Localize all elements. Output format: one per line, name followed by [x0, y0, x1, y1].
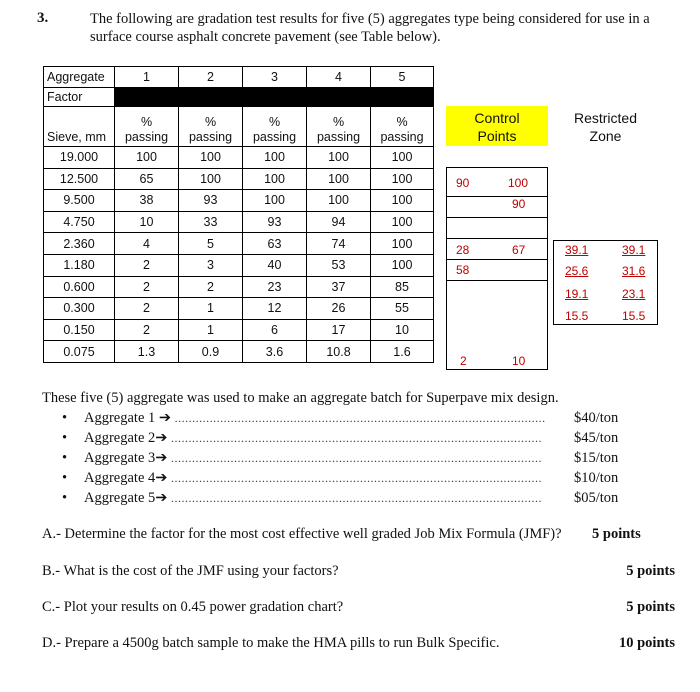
- percent-passing-cell: 3.6: [243, 341, 307, 363]
- restricted-zone-header: [553, 106, 658, 146]
- passing-label: passing: [188, 130, 233, 144]
- cp-value: 67: [512, 243, 526, 257]
- rz-value: 39.1: [622, 243, 646, 257]
- question-text: C.- Plot your results on 0.45 power gradation chart?: [42, 599, 344, 615]
- percent-passing-cell: 23: [243, 276, 307, 298]
- factor-cell: [243, 88, 307, 107]
- rz-value: 23.1: [622, 287, 646, 301]
- control-points-title: Control Points: [474, 110, 520, 144]
- passing-label: passing: [124, 130, 169, 144]
- bullet: •: [62, 470, 68, 486]
- cp-value: 28: [456, 243, 470, 257]
- question-points: 10 points: [618, 635, 675, 651]
- question-intro: The following are gradation test results for five (5) aggregates type being considered for use in a surface course asphalt concrete pavement (see Table below).: [90, 11, 650, 45]
- aggregate-number-row: [44, 67, 434, 88]
- sieve-size: 0.075: [44, 341, 115, 363]
- cp-value: 90: [456, 176, 470, 190]
- control-points-divider: [446, 259, 548, 260]
- percent-passing-cell: 3: [179, 254, 243, 276]
- factor-cell: [179, 88, 243, 107]
- percent-passing-cell: 100: [371, 147, 434, 169]
- pct-passing-header: [243, 107, 307, 147]
- percent-passing-cell: 0.9: [179, 341, 243, 363]
- control-points-divider: [446, 238, 548, 239]
- dot-leader: ..........................................................................................................: [171, 431, 543, 445]
- percent-passing-cell: 100: [115, 147, 179, 169]
- bullet: •: [62, 430, 68, 446]
- question-number: 3.: [37, 10, 49, 26]
- percent-passing-cell: 100: [371, 254, 434, 276]
- control-points-divider: [446, 280, 548, 281]
- factor-row: [44, 88, 434, 107]
- price-item: [62, 490, 562, 507]
- percent-passing-cell: 100: [243, 147, 307, 169]
- table-row: [44, 190, 434, 212]
- percent-passing-cell: 100: [371, 233, 434, 255]
- control-points-divider: [446, 217, 548, 218]
- percent-passing-cell: 100: [307, 190, 371, 212]
- pct-passing-header: [115, 107, 179, 147]
- rz-value: 31.6: [622, 264, 646, 278]
- aggregate-label: Aggregate: [44, 67, 115, 88]
- sieve-size: 2.360: [44, 233, 115, 255]
- percent-passing-cell: 53: [307, 254, 371, 276]
- aggregate-price-label: Aggregate 4➔: [84, 470, 168, 486]
- table-row: [44, 276, 434, 298]
- percent-passing-cell: 2: [115, 276, 179, 298]
- percent-passing-cell: 2: [115, 319, 179, 341]
- passing-label: passing: [380, 130, 424, 144]
- table-row: [44, 147, 434, 169]
- cp-value: 10: [512, 354, 526, 368]
- percent-passing-cell: 1: [179, 319, 243, 341]
- percent-passing-cell: 10.8: [307, 341, 371, 363]
- aggregate-price-label: Aggregate 2➔: [84, 430, 168, 446]
- rz-value: 15.5: [565, 309, 589, 323]
- pct-symbol: %: [140, 115, 153, 129]
- percent-passing-cell: 63: [243, 233, 307, 255]
- aggregate-price: $40/ton: [574, 410, 619, 426]
- header-row: [44, 107, 434, 147]
- table-row: [44, 298, 434, 320]
- aggregate-number: 2: [179, 67, 243, 88]
- restricted-zone-title: Restricted Zone: [573, 110, 638, 144]
- table-row: [44, 254, 434, 276]
- question-points: 5 points: [592, 526, 641, 542]
- aggregate-price-label: Aggregate 1 ➔: [84, 410, 172, 426]
- table-row: [44, 211, 434, 233]
- percent-passing-cell: 40: [243, 254, 307, 276]
- percent-passing-cell: 1: [179, 298, 243, 320]
- question-text: A.- Determine the factor for the most cost effective well graded Job Mix Formula (JMF)?: [42, 526, 562, 542]
- percent-passing-cell: 100: [243, 190, 307, 212]
- rz-value: 19.1: [565, 287, 589, 301]
- passing-label: passing: [252, 130, 297, 144]
- table-row: [44, 341, 434, 363]
- percent-passing-cell: 12: [243, 298, 307, 320]
- percent-passing-cell: 100: [371, 190, 434, 212]
- bullet: •: [62, 450, 68, 466]
- percent-passing-cell: 26: [307, 298, 371, 320]
- table-row: [44, 319, 434, 341]
- cp-value: 2: [460, 354, 467, 368]
- aggregate-price: $10/ton: [574, 470, 619, 486]
- percent-passing-cell: 1.6: [371, 341, 434, 363]
- sieve-size: 4.750: [44, 211, 115, 233]
- percent-passing-cell: 6: [243, 319, 307, 341]
- gradation-table: [43, 66, 434, 363]
- table-row: [44, 233, 434, 255]
- factor-cell: [115, 88, 179, 107]
- sieve-size: 1.180: [44, 254, 115, 276]
- aggregate-number: 4: [307, 67, 371, 88]
- percent-passing-cell: 38: [115, 190, 179, 212]
- question-points: 5 points: [626, 599, 675, 615]
- percent-passing-cell: 2: [179, 276, 243, 298]
- aggregate-price: $15/ton: [574, 450, 619, 466]
- aggregate-price: $45/ton: [574, 430, 619, 446]
- percent-passing-cell: 100: [371, 168, 434, 190]
- dot-leader: ..........................................................................................................: [171, 471, 543, 485]
- passing-label: passing: [316, 130, 361, 144]
- percent-passing-cell: 85: [371, 276, 434, 298]
- percent-passing-cell: 100: [179, 168, 243, 190]
- sieve-size: 9.500: [44, 190, 115, 212]
- sieve-size: 0.150: [44, 319, 115, 341]
- percent-passing-cell: 94: [307, 211, 371, 233]
- percent-passing-cell: 4: [115, 233, 179, 255]
- percent-passing-cell: 2: [115, 298, 179, 320]
- rz-value: 15.5: [622, 309, 646, 323]
- percent-passing-cell: 74: [307, 233, 371, 255]
- bullet: •: [62, 490, 68, 506]
- price-item: [62, 470, 562, 487]
- factor-cell: [307, 88, 371, 107]
- percent-passing-cell: 37: [307, 276, 371, 298]
- factor-cell: [371, 88, 434, 107]
- question-points: 5 points: [626, 563, 675, 579]
- sieve-size: 0.300: [44, 298, 115, 320]
- aggregate-number: 3: [243, 67, 307, 88]
- pct-symbol: %: [396, 115, 408, 129]
- rz-value: 25.6: [565, 264, 589, 278]
- percent-passing-cell: 93: [179, 190, 243, 212]
- percent-passing-cell: 2: [115, 254, 179, 276]
- dot-leader: ..........................................................................................................: [171, 491, 543, 505]
- sieve-label: Sieve, mm: [44, 107, 115, 147]
- price-item: [62, 410, 562, 427]
- percent-passing-cell: 10: [115, 211, 179, 233]
- aggregate-price-label: Aggregate 5➔: [84, 490, 168, 506]
- percent-passing-cell: 65: [115, 168, 179, 190]
- dot-leader: ..........................................................................................................: [171, 451, 543, 465]
- control-points-divider: [446, 196, 548, 197]
- control-points-header: [446, 106, 548, 146]
- percent-passing-cell: 100: [179, 147, 243, 169]
- aggregate-price-label: Aggregate 3➔: [84, 450, 168, 466]
- pct-passing-header: [179, 107, 243, 147]
- rz-value: 39.1: [565, 243, 589, 257]
- aggregate-price: $05/ton: [574, 490, 619, 506]
- price-item: [62, 430, 562, 447]
- aggregate-number: 1: [115, 67, 179, 88]
- percent-passing-cell: 93: [243, 211, 307, 233]
- percent-passing-cell: 55: [371, 298, 434, 320]
- question-text: D.- Prepare a 4500g batch sample to make the HMA pills to run Bulk Specific.: [42, 635, 500, 651]
- question-text: B.- What is the cost of the JMF using your factors?: [42, 563, 339, 579]
- pct-symbol: %: [332, 115, 345, 129]
- sieve-size: 19.000: [44, 147, 115, 169]
- sieve-size: 0.600: [44, 276, 115, 298]
- dot-leader: ..........................................................................................................: [174, 411, 546, 425]
- pct-passing-header: [307, 107, 371, 147]
- percent-passing-cell: 33: [179, 211, 243, 233]
- cp-value: 90: [512, 197, 526, 211]
- percent-passing-cell: 10: [371, 319, 434, 341]
- pct-passing-header: [371, 107, 434, 147]
- percent-passing-cell: 100: [243, 168, 307, 190]
- cp-value: 100: [508, 176, 529, 190]
- usage-text: These five (5) aggregate was used to make an aggregate batch for Superpave mix design.: [42, 390, 559, 406]
- pct-symbol: %: [204, 115, 217, 129]
- percent-passing-cell: 5: [179, 233, 243, 255]
- cp-value: 58: [456, 263, 470, 277]
- percent-passing-cell: 100: [307, 168, 371, 190]
- pct-symbol: %: [268, 115, 281, 129]
- factor-label: Factor: [44, 88, 115, 107]
- percent-passing-cell: 100: [371, 211, 434, 233]
- bullet: •: [62, 410, 68, 426]
- aggregate-number: 5: [371, 67, 434, 88]
- table-row: [44, 168, 434, 190]
- percent-passing-cell: 1.3: [115, 341, 179, 363]
- sieve-size: 12.500: [44, 168, 115, 190]
- percent-passing-cell: 100: [307, 147, 371, 169]
- price-item: [62, 450, 562, 467]
- percent-passing-cell: 17: [307, 319, 371, 341]
